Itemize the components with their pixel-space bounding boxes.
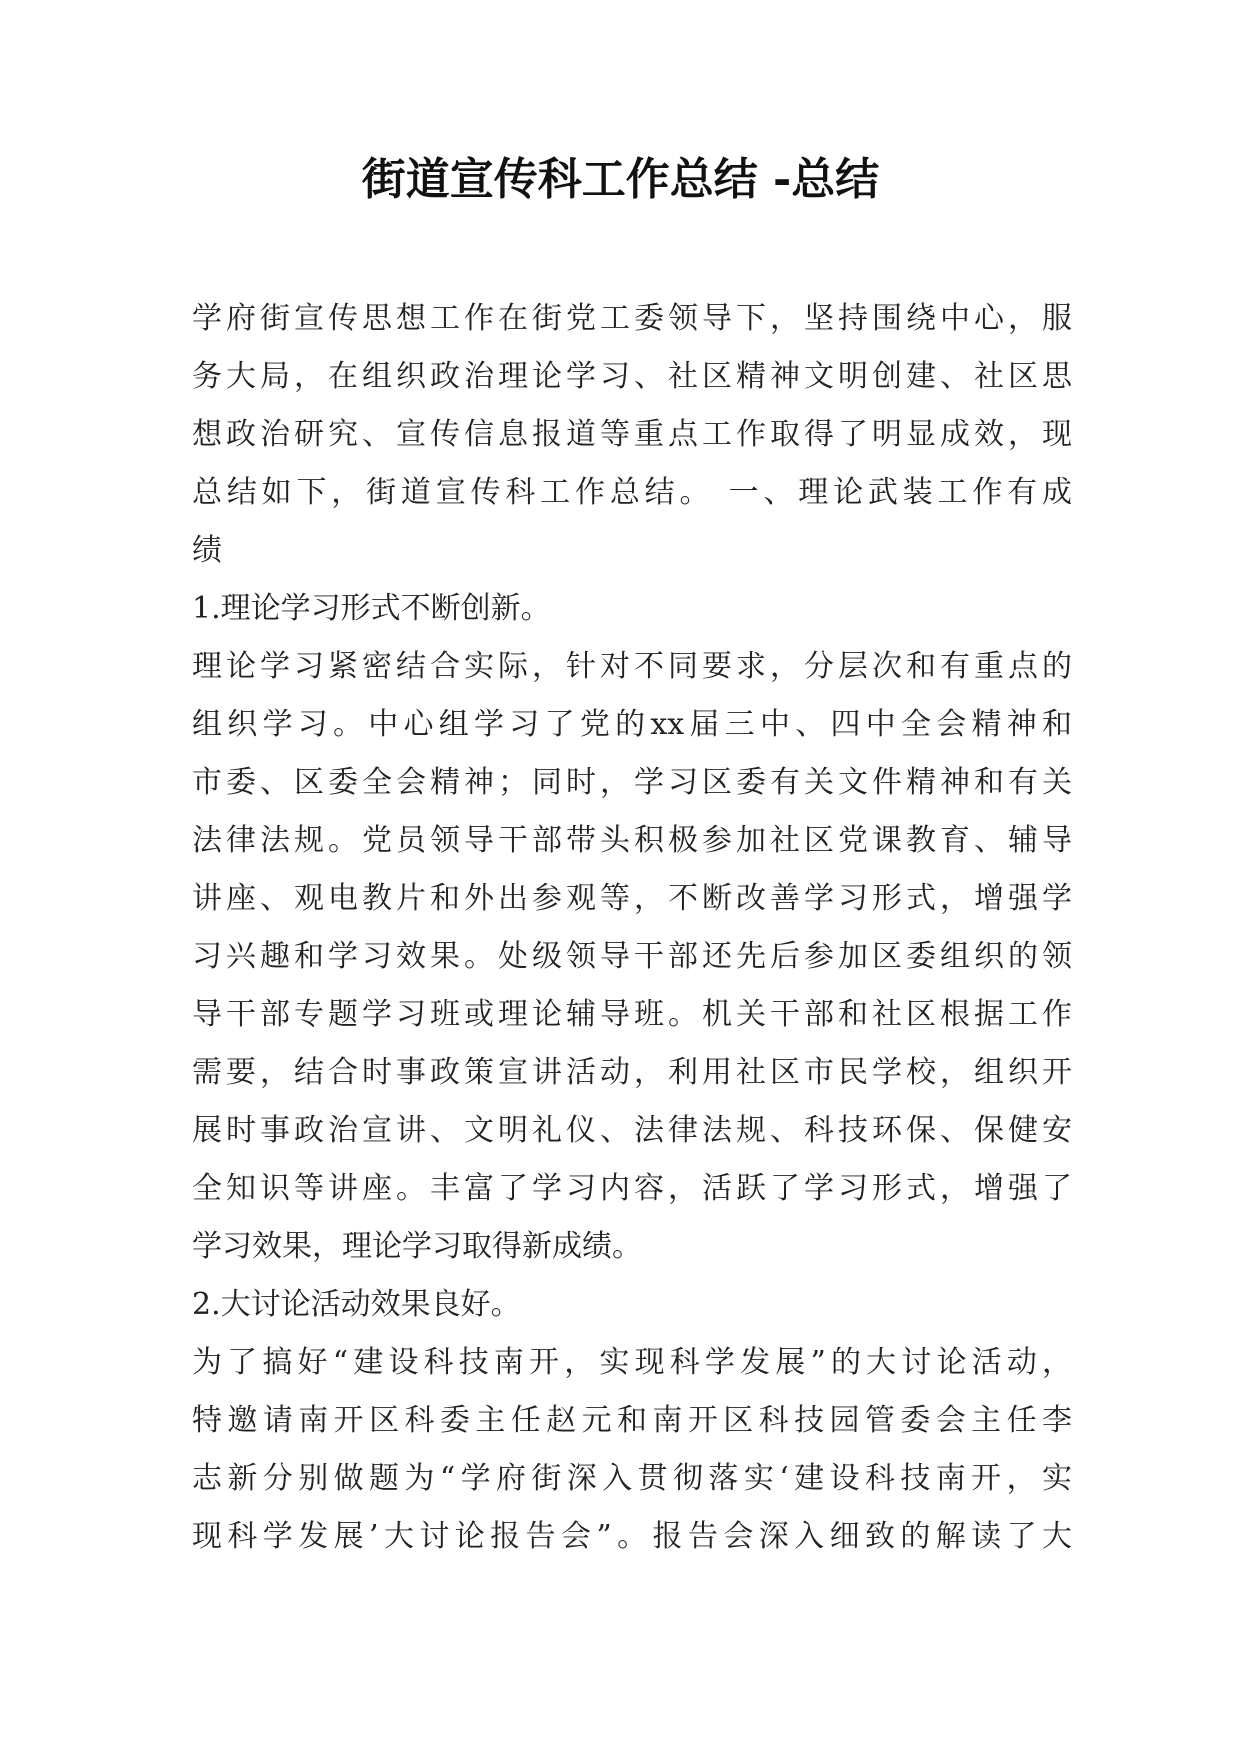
text-line: 理论学习紧密结合实际，针对不同要求，分层次和有重点的: [192, 649, 1072, 684]
text-line: 法律法规。党员领导干部带头积极参加社区党课教育、辅导: [192, 823, 1072, 858]
text-line: 全知识等讲座。丰富了学习内容，活跃了学习形式，增强了: [192, 1171, 1072, 1206]
text-line: 学习效果，理论学习取得新成绩。: [192, 1229, 642, 1264]
section-heading: 1.理论学习形式不断创新。: [192, 591, 551, 626]
text-line: 导干部专题学习班或理论辅导班。机关干部和社区根据工作: [192, 997, 1072, 1032]
section-heading: 2.大讨论活动效果良好。: [192, 1287, 521, 1322]
text-line: 绩: [192, 533, 222, 568]
text-line: 展时事政治宣讲、文明礼仪、法律法规、科技环保、保健安: [192, 1113, 1072, 1148]
text-line: 特邀请南开区科委主任赵元和南开区科技园管委会主任李: [192, 1403, 1072, 1438]
text-line: 为了搞好“建设科技南开，实现科学发展”的大讨论活动，: [192, 1345, 1072, 1380]
text-line: 讲座、观电教片和外出参观等，不断改善学习形式，增强学: [192, 881, 1072, 916]
document-body: [192, 290, 1072, 1566]
text-line: 想政治研究、宣传信息报道等重点工作取得了明显成效，现: [192, 417, 1072, 452]
text-line: 组织学习。中心组学习了党的xx届三中、四中全会精神和: [192, 707, 1072, 742]
text-line: 现科学发展’大讨论报告会”。报告会深入细致的解读了大: [192, 1519, 1072, 1554]
text-line: 总结如下，街道宣传科工作总结。 一、理论武装工作有成: [192, 475, 1072, 510]
text-line: 市委、区委全会精神；同时，学习区委有关文件精神和有关: [192, 765, 1072, 800]
text-line: 习兴趣和学习效果。处级领导干部还先后参加区委组织的领: [192, 939, 1072, 974]
text-line: 需要，结合时事政策宣讲活动，利用社区市民学校，组织开: [192, 1055, 1072, 1090]
text-line: 学府街宣传思想工作在街党工委领导下，坚持围绕中心，服: [192, 301, 1072, 336]
text-line: 务大局，在组织政治理论学习、社区精神文明创建、社区思: [192, 359, 1072, 394]
text-line: 志新分别做题为“学府街深入贯彻落实‘建设科技南开，实: [192, 1461, 1072, 1496]
document-title: 街道宣传科工作总结 -总结: [361, 154, 880, 205]
